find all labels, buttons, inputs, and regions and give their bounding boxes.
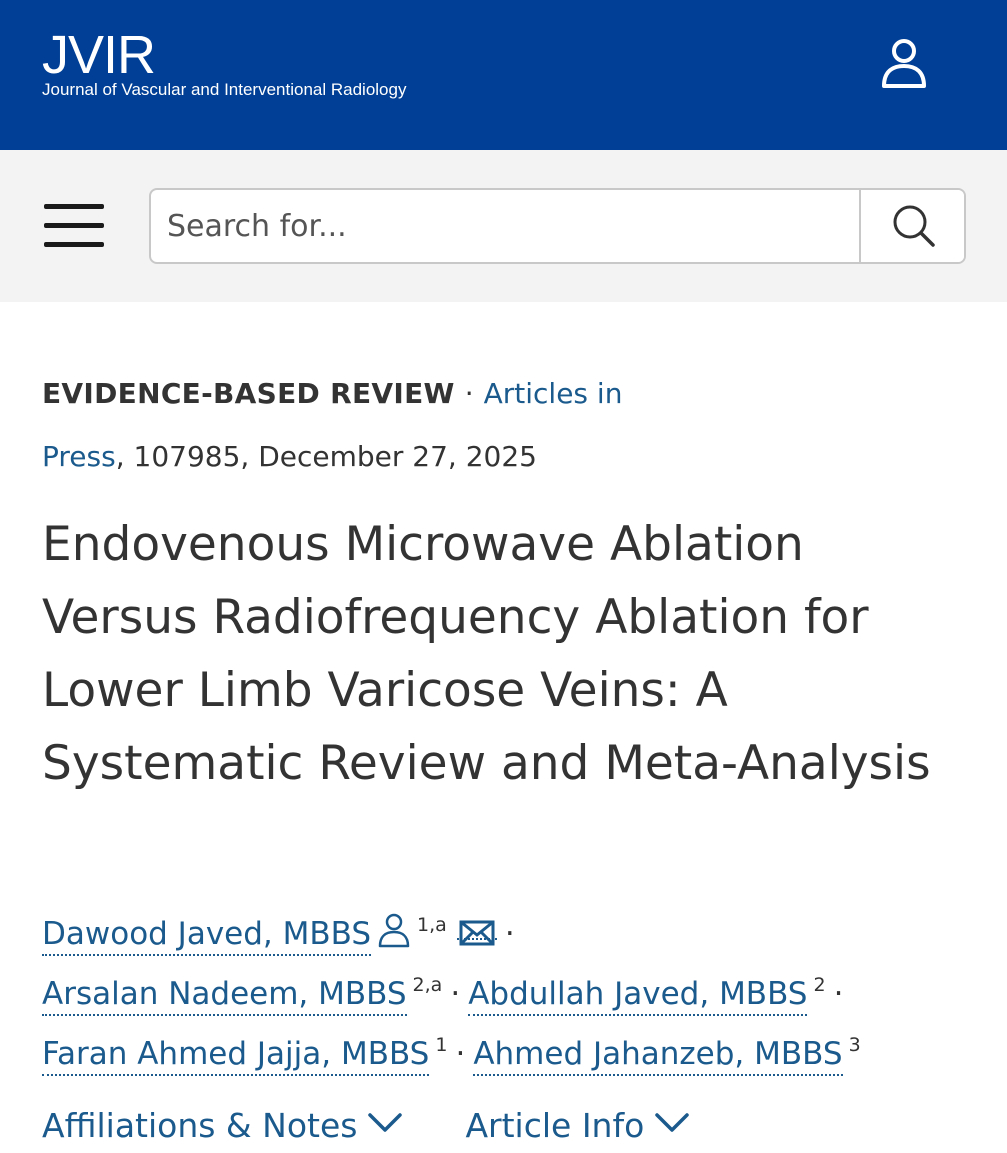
author-affiliation-sup: 1 xyxy=(435,1034,448,1056)
user-icon xyxy=(874,36,934,92)
article-meta-line-2 xyxy=(42,435,537,479)
author-affiliation-sup: 2 xyxy=(813,974,826,996)
search-input[interactable] xyxy=(151,190,859,262)
author-line-1 xyxy=(42,895,972,955)
search-button[interactable] xyxy=(859,190,964,262)
author-affiliation-sup: 1,a xyxy=(417,914,447,936)
logo-subtitle: Journal of Vascular and Interventional Radiology xyxy=(42,80,407,99)
meta-separator: · xyxy=(464,377,474,410)
articles-in-press-link[interactable]: Articles in xyxy=(483,377,623,410)
author-separator: · xyxy=(833,976,844,1012)
search-box xyxy=(149,188,966,264)
author-link[interactable]: Faran Ahmed Jajja, MBBS xyxy=(42,1036,429,1076)
author-link[interactable]: Ahmed Jahanzeb, MBBS xyxy=(473,1036,842,1076)
logo-title: JVIR xyxy=(42,25,156,85)
articles-in-press-link-continued[interactable]: Press xyxy=(42,440,116,473)
affiliations-notes-label: Affiliations & Notes xyxy=(42,1106,358,1145)
search-region xyxy=(0,150,1007,302)
author-affiliation-sup: 2,a xyxy=(412,974,443,996)
site-header xyxy=(0,0,1007,150)
author-link[interactable]: Abdullah Javed, MBBS xyxy=(468,976,807,1016)
article-section-label: EVIDENCE-BASED REVIEW xyxy=(42,377,455,410)
chevron-down-icon xyxy=(654,1111,690,1135)
corresponding-author-icon xyxy=(377,912,411,948)
hamburger-menu-icon[interactable] xyxy=(40,201,108,251)
chevron-down-icon xyxy=(367,1111,403,1135)
journal-logo[interactable] xyxy=(42,25,407,100)
search-icon xyxy=(861,190,966,262)
author-list xyxy=(42,895,972,1075)
email-icon[interactable] xyxy=(457,908,497,940)
author-link[interactable]: Arsalan Nadeem, MBBS xyxy=(42,976,407,1016)
article-meta-line-1 xyxy=(42,372,622,416)
author-separator: · xyxy=(455,1036,466,1072)
article-title: Endovenous Microwave Ablation Versus Radiofrequency Ablation for Lower Limb Varicose Veins: A Systematic Review and Meta-Analysis xyxy=(42,517,931,791)
article-info-toggle[interactable] xyxy=(465,1100,690,1152)
article-info-label: Article Info xyxy=(465,1106,645,1145)
affiliations-notes-toggle[interactable] xyxy=(42,1100,403,1152)
author-link[interactable]: Dawood Javed, MBBS xyxy=(42,916,371,956)
user-account-button[interactable] xyxy=(874,36,934,92)
author-separator: · xyxy=(450,976,461,1012)
article-citation: , 107985, December 27, 2025 xyxy=(115,440,537,473)
article-detail-toggles xyxy=(42,1100,690,1152)
author-separator: · xyxy=(504,916,515,952)
author-affiliation-sup: 3 xyxy=(848,1034,861,1056)
author-line-3 xyxy=(42,1015,972,1075)
author-line-2 xyxy=(42,955,972,1015)
